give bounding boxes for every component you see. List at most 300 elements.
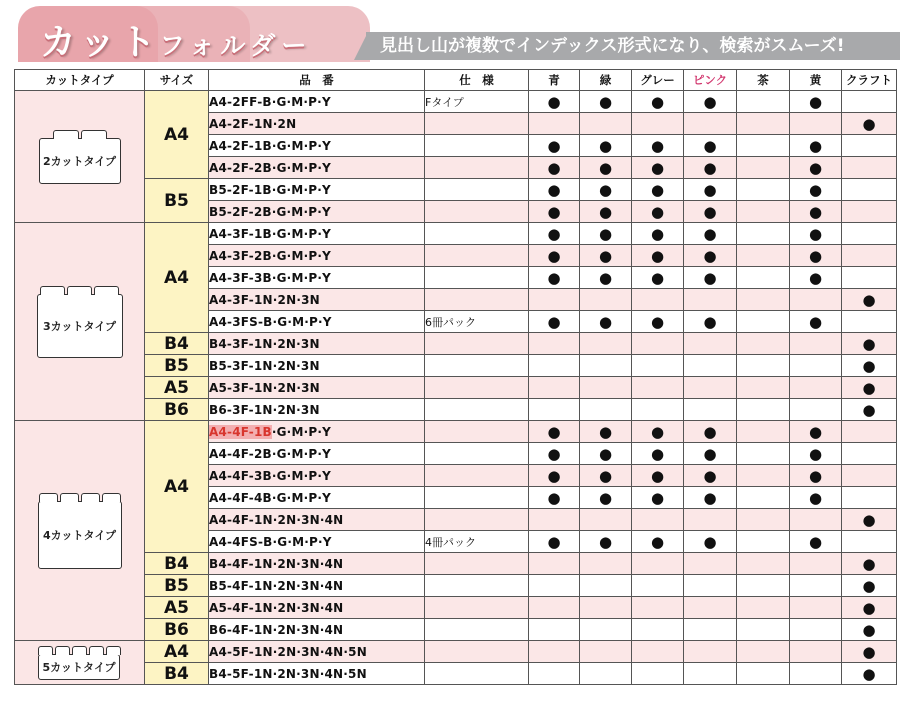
color-availability-cell [632, 91, 684, 113]
color-availability-cell [842, 289, 897, 311]
product-code [209, 245, 425, 267]
product-code-text: A4-4F-4B·G·M·P·Y [209, 490, 331, 505]
product-code [209, 179, 425, 201]
color-availability-cell [790, 487, 842, 509]
availability-dot-icon: ● [862, 290, 876, 309]
folder-tab-icon [72, 646, 87, 655]
product-code-text: ·G·M·P·Y [271, 424, 331, 439]
product-code-text: A4-4F-3B·G·M·P·Y [209, 468, 331, 483]
availability-dot-icon: ● [862, 510, 876, 529]
spec-cell: 6冊パック [425, 311, 529, 333]
availability-dot-icon: ● [808, 92, 823, 111]
availability-dot-icon: ● [808, 180, 823, 199]
availability-dot-icon: ● [650, 180, 665, 199]
spec-cell [425, 465, 529, 487]
color-availability-cell [737, 531, 790, 553]
product-code [209, 421, 425, 443]
product-code [209, 553, 425, 575]
color-availability-cell [580, 487, 632, 509]
product-code [209, 267, 425, 289]
product-code-text: A4-4F-1N·2N·3N·4N [209, 512, 344, 527]
spec-cell [425, 575, 529, 597]
product-code-text: A4-2F-1B·G·M·P·Y [209, 138, 331, 153]
availability-dot-icon: ● [598, 224, 613, 243]
color-availability-cell [632, 223, 684, 245]
page-title [40, 14, 312, 65]
color-availability-cell [632, 135, 684, 157]
product-code [209, 663, 425, 685]
spec-cell [425, 289, 529, 311]
color-availability-cell [737, 553, 790, 575]
cut-type-cell [15, 223, 145, 421]
availability-dot-icon: ● [808, 422, 823, 441]
product-code-text: B6-4F-1N·2N·3N·4N [209, 622, 344, 637]
color-availability-cell [529, 377, 580, 399]
product-code [209, 487, 425, 509]
color-availability-cell [632, 619, 684, 641]
availability-dot-icon: ● [808, 158, 823, 177]
color-availability-cell [684, 91, 737, 113]
folder-tab-icon [106, 646, 121, 655]
color-availability-cell [842, 311, 897, 333]
table-row [15, 619, 897, 641]
availability-dot-icon: ● [703, 180, 717, 199]
color-availability-cell [632, 509, 684, 531]
availability-dot-icon: ● [808, 224, 823, 243]
cut-type-label: 5カットタイプ [38, 654, 120, 680]
color-availability-cell [529, 201, 580, 223]
color-availability-cell [580, 619, 632, 641]
availability-dot-icon: ● [598, 312, 613, 331]
availability-dot-icon: ● [547, 92, 561, 111]
color-availability-cell [737, 465, 790, 487]
color-availability-cell [580, 223, 632, 245]
product-code [209, 223, 425, 245]
header-product: 品 番 [209, 70, 425, 91]
color-availability-cell [737, 157, 790, 179]
color-availability-cell [842, 421, 897, 443]
color-availability-cell [842, 91, 897, 113]
color-availability-cell [580, 333, 632, 355]
spec-cell [425, 509, 529, 531]
availability-dot-icon: ● [547, 532, 561, 551]
color-availability-cell [790, 333, 842, 355]
color-availability-cell [580, 575, 632, 597]
color-availability-cell [790, 355, 842, 377]
folder-icon [39, 130, 121, 184]
size-cell: B4 [145, 333, 209, 355]
color-availability-cell [632, 377, 684, 399]
folder-tab-icon [55, 646, 70, 655]
color-availability-cell [684, 113, 737, 135]
availability-dot-icon: ● [862, 356, 876, 375]
color-availability-cell [580, 399, 632, 421]
product-code-text: A4-2FF-B·G·M·P·Y [209, 94, 331, 109]
availability-dot-icon: ● [703, 466, 717, 485]
color-availability-cell [529, 91, 580, 113]
color-availability-cell [580, 311, 632, 333]
availability-dot-icon: ● [598, 92, 613, 111]
table-row [15, 333, 897, 355]
product-code-text: A5-3F-1N·2N·3N [209, 380, 320, 395]
availability-dot-icon: ● [862, 334, 876, 353]
color-availability-cell [684, 597, 737, 619]
color-availability-cell [529, 443, 580, 465]
color-availability-cell [529, 575, 580, 597]
size-cell: A4 [145, 91, 209, 179]
color-availability-cell [790, 663, 842, 685]
product-code [209, 355, 425, 377]
folder-tab-icon [38, 646, 53, 655]
color-availability-cell [632, 267, 684, 289]
color-availability-cell [632, 531, 684, 553]
color-availability-cell [790, 399, 842, 421]
folder-tab-icon [89, 646, 104, 655]
color-availability-cell [632, 553, 684, 575]
color-availability-cell [737, 201, 790, 223]
color-availability-cell [737, 641, 790, 663]
table-row [15, 91, 897, 113]
color-availability-cell [684, 333, 737, 355]
availability-dot-icon: ● [547, 246, 561, 265]
spec-cell [425, 487, 529, 509]
color-availability-cell [529, 421, 580, 443]
folder-tab-icon [81, 130, 107, 139]
header-color-brown: 茶 [737, 70, 790, 91]
color-availability-cell [842, 157, 897, 179]
color-availability-cell [737, 333, 790, 355]
color-availability-cell [790, 113, 842, 135]
availability-dot-icon: ● [547, 224, 561, 243]
color-availability-cell [790, 223, 842, 245]
table-row [15, 553, 897, 575]
folder-icon [38, 646, 121, 680]
availability-dot-icon: ● [808, 488, 823, 507]
product-code [209, 465, 425, 487]
color-availability-cell [684, 509, 737, 531]
table-row [15, 399, 897, 421]
availability-dot-icon: ● [650, 444, 665, 463]
spec-cell [425, 179, 529, 201]
availability-dot-icon: ● [703, 532, 717, 551]
size-cell: A4 [145, 421, 209, 553]
availability-dot-icon: ● [598, 444, 613, 463]
header-row [15, 70, 897, 91]
product-code [209, 619, 425, 641]
color-availability-cell [684, 223, 737, 245]
availability-dot-icon: ● [650, 466, 665, 485]
color-availability-cell [842, 597, 897, 619]
availability-dot-icon: ● [703, 422, 717, 441]
color-availability-cell [684, 421, 737, 443]
color-availability-cell [580, 179, 632, 201]
header-color-blue: 青 [529, 70, 580, 91]
availability-dot-icon: ● [862, 576, 876, 595]
color-availability-cell [842, 443, 897, 465]
color-availability-cell [529, 223, 580, 245]
availability-dot-icon: ● [547, 268, 561, 287]
color-availability-cell [684, 487, 737, 509]
product-code [209, 157, 425, 179]
availability-dot-icon: ● [703, 488, 717, 507]
color-availability-cell [580, 113, 632, 135]
color-availability-cell [684, 641, 737, 663]
spec-cell [425, 157, 529, 179]
spec-cell [425, 641, 529, 663]
color-availability-cell [580, 245, 632, 267]
color-availability-cell [842, 619, 897, 641]
table-body [15, 91, 897, 685]
product-code-highlight: A4-4F-1B [209, 424, 272, 439]
product-code-text: A4-3F-1N·2N·3N [209, 292, 320, 307]
color-availability-cell [580, 641, 632, 663]
color-availability-cell [632, 641, 684, 663]
color-availability-cell [632, 399, 684, 421]
folder-tab-icon [40, 286, 65, 295]
color-availability-cell [580, 201, 632, 223]
color-availability-cell [529, 135, 580, 157]
availability-dot-icon: ● [862, 642, 876, 661]
color-availability-cell [632, 421, 684, 443]
color-availability-cell [842, 113, 897, 135]
color-availability-cell [737, 311, 790, 333]
spec-cell [425, 421, 529, 443]
availability-dot-icon: ● [650, 312, 665, 331]
availability-dot-icon: ● [547, 158, 561, 177]
header-banner [0, 0, 900, 62]
product-code [209, 201, 425, 223]
availability-dot-icon: ● [650, 92, 665, 111]
color-availability-cell [684, 465, 737, 487]
color-availability-cell [684, 289, 737, 311]
availability-dot-icon: ● [598, 268, 613, 287]
availability-dot-icon: ● [862, 664, 876, 683]
color-availability-cell [684, 355, 737, 377]
availability-dot-icon: ● [808, 136, 823, 155]
size-cell: B5 [145, 179, 209, 223]
color-availability-cell [580, 531, 632, 553]
cut-type-cell [15, 91, 145, 223]
availability-dot-icon: ● [703, 444, 717, 463]
availability-dot-icon: ● [703, 158, 717, 177]
color-availability-cell [684, 443, 737, 465]
cut-type-label: 4カットタイプ [38, 501, 122, 569]
color-availability-cell [790, 575, 842, 597]
spec-cell [425, 333, 529, 355]
product-code [209, 575, 425, 597]
color-availability-cell [790, 179, 842, 201]
availability-dot-icon: ● [650, 422, 665, 441]
color-availability-cell [529, 465, 580, 487]
color-availability-cell [790, 91, 842, 113]
product-table [14, 69, 897, 685]
color-availability-cell [684, 135, 737, 157]
product-code [209, 113, 425, 135]
size-cell: A4 [145, 641, 209, 663]
folder-tab-icon [39, 493, 58, 502]
color-availability-cell [580, 135, 632, 157]
folder-tab-icon [94, 286, 119, 295]
availability-dot-icon: ● [862, 114, 876, 133]
product-code-text: A5-4F-1N·2N·3N·4N [209, 600, 344, 615]
color-availability-cell [632, 355, 684, 377]
product-code-text: A4-4FS-B·G·M·P·Y [209, 534, 332, 549]
color-availability-cell [580, 597, 632, 619]
product-code-text: A4-3F-2B·G·M·P·Y [209, 248, 331, 263]
availability-dot-icon: ● [703, 92, 717, 111]
color-availability-cell [737, 575, 790, 597]
color-availability-cell [580, 267, 632, 289]
color-availability-cell [842, 245, 897, 267]
product-code [209, 597, 425, 619]
color-availability-cell [790, 267, 842, 289]
availability-dot-icon: ● [862, 554, 876, 573]
spec-cell [425, 267, 529, 289]
product-code [209, 531, 425, 553]
color-availability-cell [737, 443, 790, 465]
availability-dot-icon: ● [650, 202, 665, 221]
color-availability-cell [842, 509, 897, 531]
color-availability-cell [632, 465, 684, 487]
availability-dot-icon: ● [650, 488, 665, 507]
spec-cell [425, 135, 529, 157]
size-cell: A5 [145, 377, 209, 399]
color-availability-cell [632, 201, 684, 223]
color-availability-cell [632, 113, 684, 135]
color-availability-cell [580, 443, 632, 465]
availability-dot-icon: ● [808, 246, 823, 265]
color-availability-cell [632, 179, 684, 201]
color-availability-cell [529, 531, 580, 553]
color-availability-cell [842, 377, 897, 399]
color-availability-cell [529, 333, 580, 355]
product-code-text: A4-5F-1N·2N·3N·4N·5N [209, 644, 367, 659]
color-availability-cell [790, 443, 842, 465]
availability-dot-icon: ● [547, 444, 561, 463]
product-code-text: B5-2F-2B·G·M·P·Y [209, 204, 331, 219]
color-availability-cell [737, 377, 790, 399]
availability-dot-icon: ● [808, 466, 823, 485]
color-availability-cell [790, 245, 842, 267]
color-availability-cell [737, 619, 790, 641]
color-availability-cell [529, 113, 580, 135]
size-cell: B5 [145, 355, 209, 377]
header-spec: 仕 様 [425, 70, 529, 91]
color-availability-cell [529, 311, 580, 333]
table-row [15, 641, 897, 663]
color-availability-cell [842, 267, 897, 289]
availability-dot-icon: ● [547, 202, 561, 221]
table-row [15, 597, 897, 619]
cut-type-label: 2カットタイプ [39, 138, 121, 184]
color-availability-cell [737, 135, 790, 157]
color-availability-cell [529, 487, 580, 509]
availability-dot-icon: ● [808, 202, 823, 221]
color-availability-cell [684, 575, 737, 597]
color-availability-cell [842, 663, 897, 685]
table-row [15, 179, 897, 201]
availability-dot-icon: ● [547, 488, 561, 507]
color-availability-cell [684, 663, 737, 685]
color-availability-cell [790, 421, 842, 443]
availability-dot-icon: ● [703, 246, 717, 265]
color-availability-cell [632, 311, 684, 333]
color-availability-cell [684, 531, 737, 553]
folder-tab-icon [67, 286, 92, 295]
availability-dot-icon: ● [650, 246, 665, 265]
color-availability-cell [842, 531, 897, 553]
spec-cell [425, 377, 529, 399]
color-availability-cell [842, 355, 897, 377]
product-code-text: A4-3F-1B·G·M·P·Y [209, 226, 331, 241]
color-availability-cell [842, 399, 897, 421]
color-availability-cell [684, 553, 737, 575]
folder-icon [38, 493, 122, 569]
color-availability-cell [842, 641, 897, 663]
color-availability-cell [842, 465, 897, 487]
color-availability-cell [580, 421, 632, 443]
color-availability-cell [632, 289, 684, 311]
color-availability-cell [632, 663, 684, 685]
availability-dot-icon: ● [598, 488, 613, 507]
color-availability-cell [790, 531, 842, 553]
folder-icon [37, 286, 123, 358]
product-code-text: B5-3F-1N·2N·3N [209, 358, 320, 373]
availability-dot-icon: ● [808, 444, 823, 463]
color-availability-cell [580, 289, 632, 311]
header-color-green: 緑 [580, 70, 632, 91]
color-availability-cell [842, 201, 897, 223]
color-availability-cell [737, 663, 790, 685]
size-cell: B4 [145, 663, 209, 685]
spec-cell [425, 553, 529, 575]
color-availability-cell [842, 135, 897, 157]
color-availability-cell [632, 487, 684, 509]
color-availability-cell [737, 91, 790, 113]
availability-dot-icon: ● [650, 268, 665, 287]
color-availability-cell [580, 509, 632, 531]
header-type: カットタイプ [15, 70, 145, 91]
spec-cell [425, 663, 529, 685]
color-availability-cell [529, 157, 580, 179]
product-code-text: A4-2F-1N·2N [209, 116, 297, 131]
color-availability-cell [790, 377, 842, 399]
product-code [209, 399, 425, 421]
availability-dot-icon: ● [598, 202, 613, 221]
product-code [209, 377, 425, 399]
color-availability-cell [632, 597, 684, 619]
header-size: サイズ [145, 70, 209, 91]
availability-dot-icon: ● [703, 202, 717, 221]
product-code [209, 91, 425, 113]
availability-dot-icon: ● [862, 598, 876, 617]
spec-cell: Fタイプ [425, 91, 529, 113]
color-availability-cell [529, 509, 580, 531]
availability-dot-icon: ● [862, 378, 876, 397]
color-availability-cell [842, 487, 897, 509]
table-row [15, 355, 897, 377]
color-availability-cell [529, 597, 580, 619]
color-availability-cell [790, 509, 842, 531]
cut-type-cell [15, 421, 145, 641]
product-code [209, 333, 425, 355]
color-availability-cell [632, 575, 684, 597]
size-cell: A5 [145, 597, 209, 619]
color-availability-cell [737, 355, 790, 377]
availability-dot-icon: ● [547, 422, 561, 441]
table-row [15, 421, 897, 443]
color-availability-cell [737, 267, 790, 289]
